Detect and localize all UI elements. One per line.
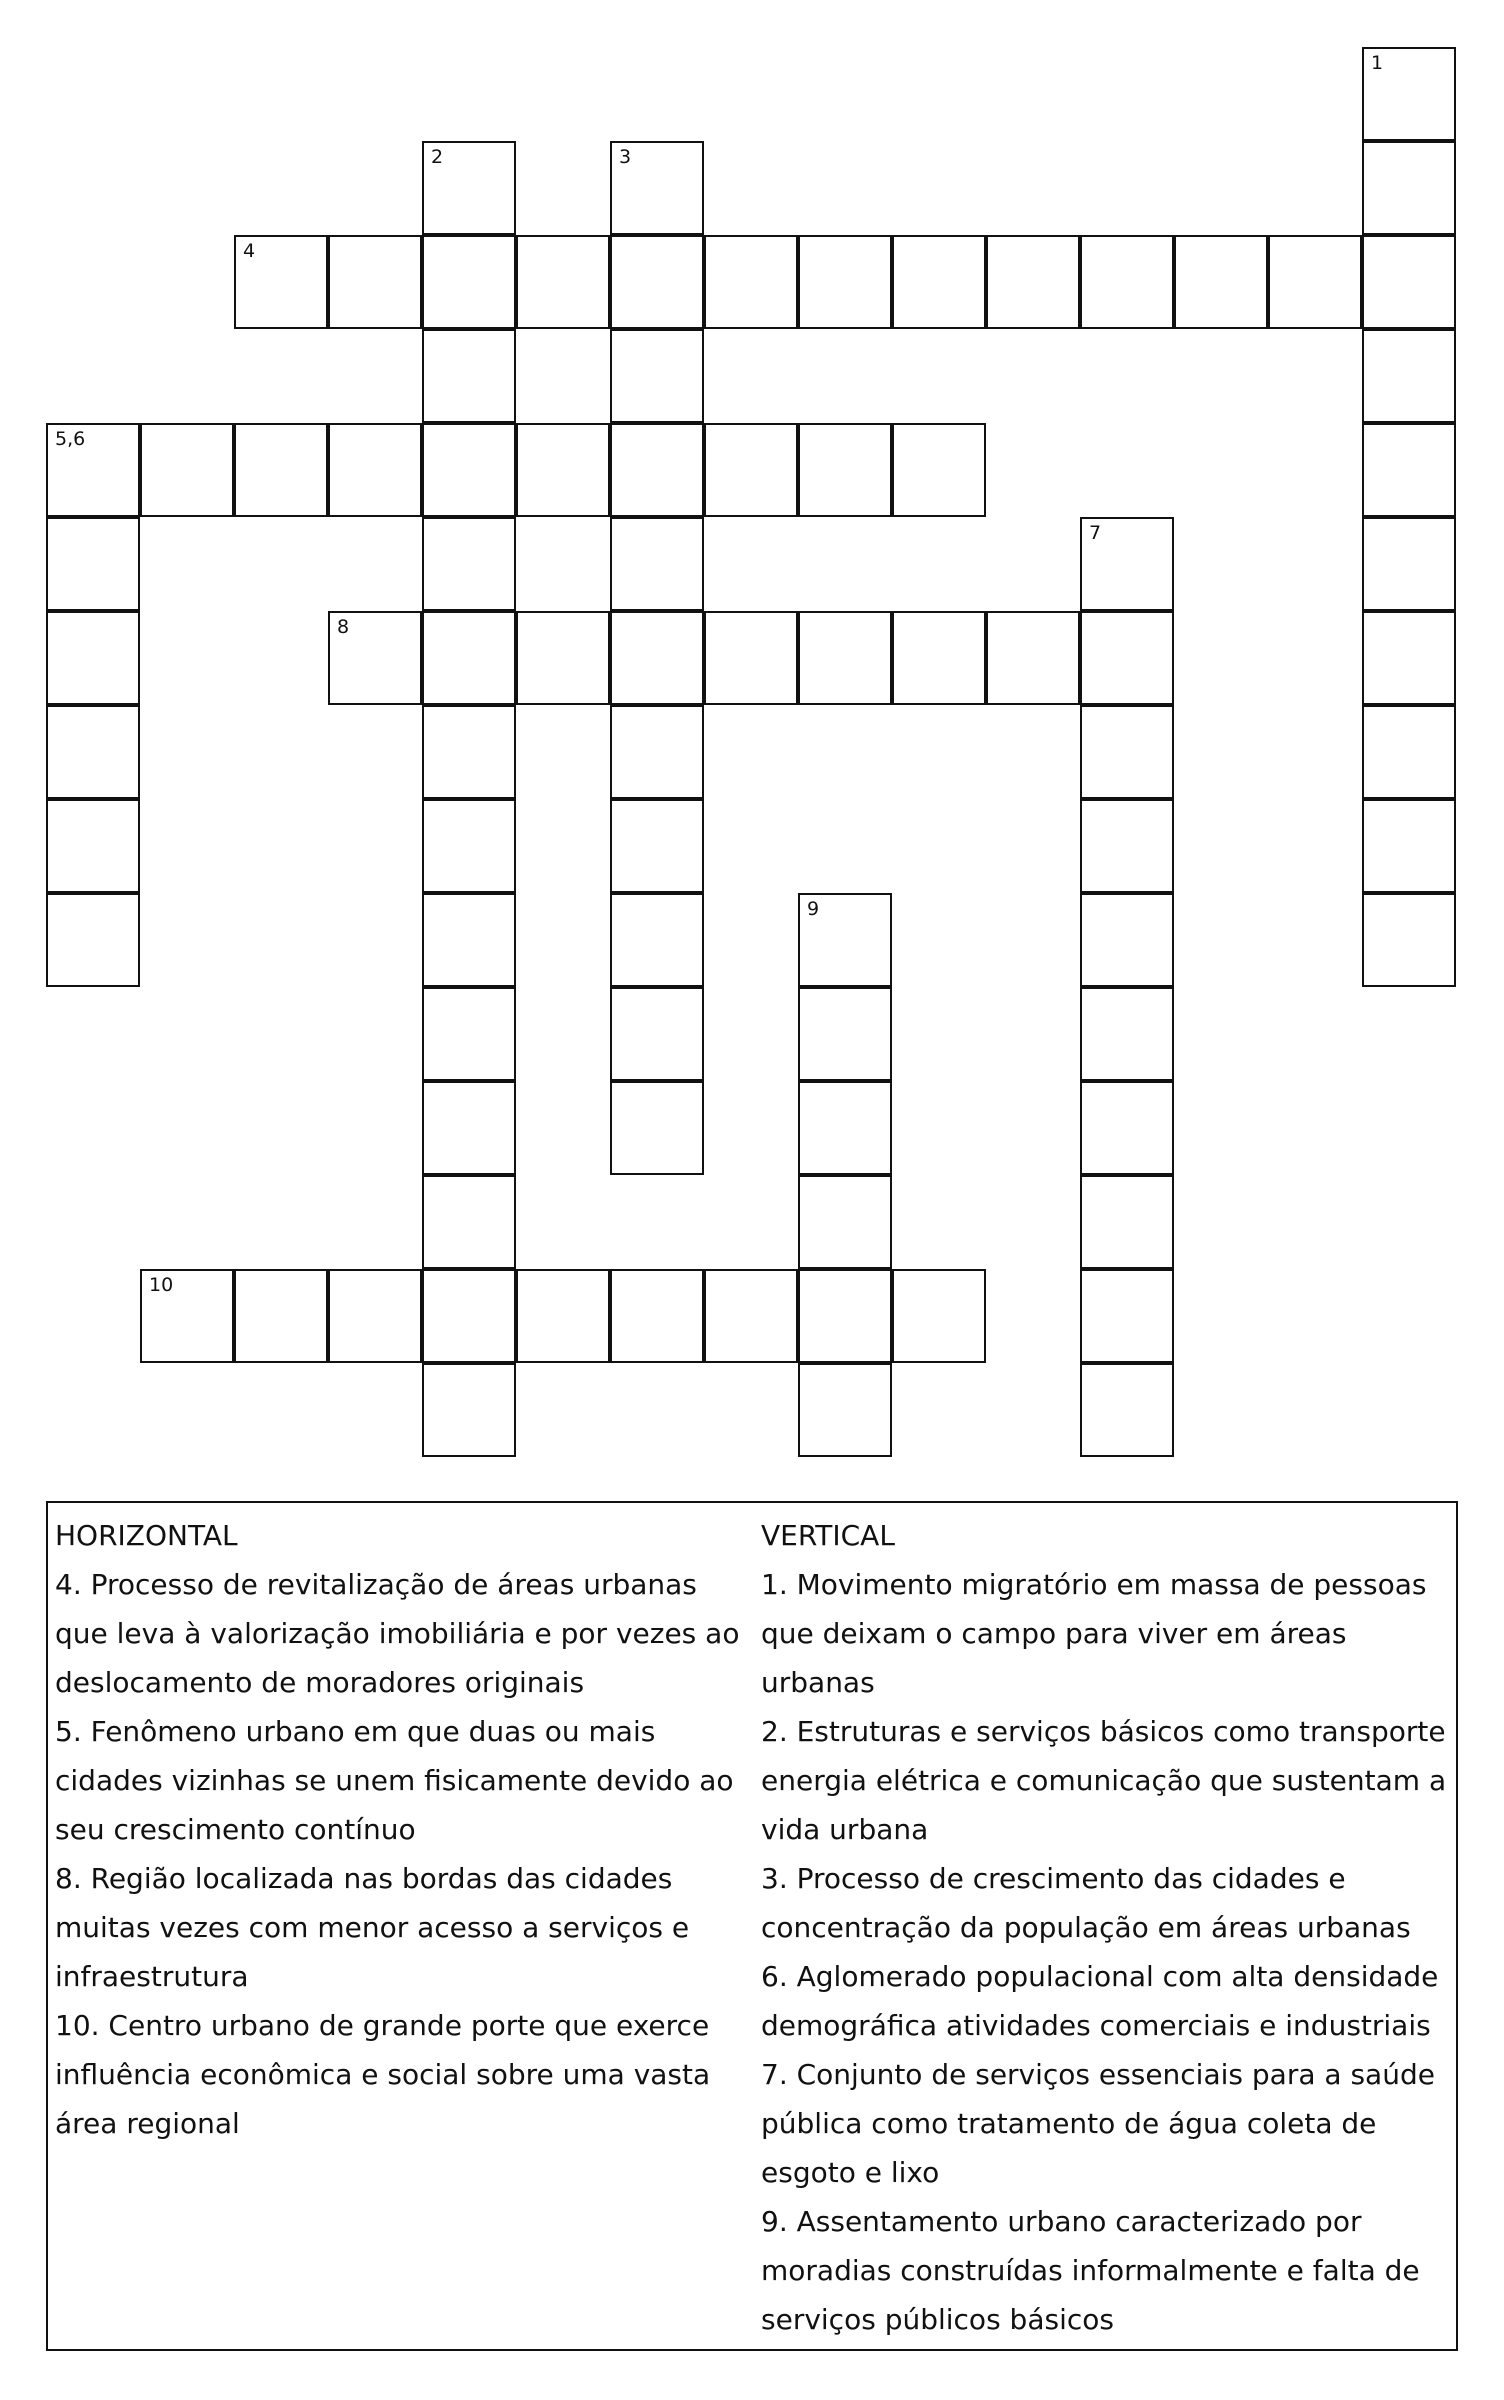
clue-number: 8 — [337, 616, 350, 638]
grid-cell[interactable] — [798, 1175, 892, 1269]
grid-cell[interactable] — [516, 235, 610, 329]
grid-cell[interactable] — [1080, 1363, 1174, 1457]
grid-cell[interactable] — [422, 329, 516, 423]
grid-cell[interactable] — [1362, 705, 1456, 799]
grid-cell[interactable] — [1080, 611, 1174, 705]
clue-number: 1 — [1371, 52, 1384, 74]
clue-number: 3 — [619, 146, 632, 168]
grid-cell[interactable] — [704, 611, 798, 705]
grid-cell[interactable] — [610, 611, 704, 705]
grid-cell[interactable] — [328, 1269, 422, 1363]
grid-cell[interactable] — [1080, 517, 1174, 611]
grid-cell[interactable] — [798, 987, 892, 1081]
grid-cell[interactable] — [46, 517, 140, 611]
grid-cell[interactable] — [328, 235, 422, 329]
grid-cell[interactable] — [798, 1081, 892, 1175]
clue-number: 4 — [243, 240, 256, 262]
grid-cell[interactable] — [1080, 1175, 1174, 1269]
clue-horizontal-4: 4. Processo de revitalização de áreas urbanas que leva à valorização imobiliária e por vezes ao deslocamento de moradores originais — [55, 1568, 740, 1699]
clue-horizontal-5: 5. Fenômeno urbano em que duas ou mais cidades vizinhas se unem fisicamente devido ao seu crescimento contínuo — [55, 1715, 734, 1846]
grid-cell[interactable] — [798, 1363, 892, 1457]
grid-cell[interactable] — [798, 611, 892, 705]
grid-cell[interactable] — [798, 1269, 892, 1363]
grid-cell[interactable] — [422, 893, 516, 987]
clue-number: 5,6 — [55, 428, 86, 450]
clue-number: 10 — [149, 1274, 174, 1296]
grid-cell[interactable] — [46, 799, 140, 893]
grid-cell[interactable] — [610, 423, 704, 517]
grid-cell[interactable] — [610, 1081, 704, 1175]
grid-cell[interactable] — [986, 611, 1080, 705]
clue-horizontal-10: 10. Centro urbano de grande porte que exerce influência econômica e social sobre uma vasta área regional — [55, 2009, 711, 2140]
grid-cell[interactable] — [1362, 423, 1456, 517]
vertical-heading: VERTICAL — [761, 1519, 895, 1552]
clue-vertical-9: 9. Assentamento urbano caracterizado por moradias construídas informalmente e falta de serviços públicos básicos — [761, 2205, 1420, 2336]
grid-cell[interactable] — [704, 423, 798, 517]
clue-number: 7 — [1089, 522, 1102, 544]
grid-cell[interactable] — [1268, 235, 1362, 329]
grid-cell[interactable] — [704, 235, 798, 329]
grid-cell[interactable] — [610, 987, 704, 1081]
grid-cell[interactable] — [610, 893, 704, 987]
grid-cell[interactable] — [140, 423, 234, 517]
clue-number: 9 — [807, 898, 820, 920]
horizontal-clues — [55, 1511, 745, 2148]
clue-vertical-3: 3. Processo de crescimento das cidades e concentração da população em áreas urbanas — [761, 1862, 1411, 1944]
grid-cell[interactable] — [46, 893, 140, 987]
grid-cell[interactable] — [610, 235, 704, 329]
grid-cell[interactable] — [1080, 235, 1174, 329]
grid-cell[interactable] — [422, 611, 516, 705]
grid-cell[interactable] — [516, 423, 610, 517]
grid-cell[interactable] — [422, 1175, 516, 1269]
grid-cell[interactable] — [1362, 517, 1456, 611]
grid-cell[interactable] — [704, 1269, 798, 1363]
grid-cell[interactable] — [610, 705, 704, 799]
grid-cell[interactable] — [46, 423, 140, 517]
grid-cell[interactable] — [234, 423, 328, 517]
grid-cell[interactable] — [1362, 235, 1456, 329]
grid-cell[interactable] — [516, 1269, 610, 1363]
grid-cell[interactable] — [422, 1363, 516, 1457]
grid-cell[interactable] — [610, 799, 704, 893]
grid-cell[interactable] — [46, 611, 140, 705]
grid-cell[interactable] — [46, 705, 140, 799]
grid-cell[interactable] — [1362, 611, 1456, 705]
clue-number: 2 — [431, 146, 444, 168]
grid-cell[interactable] — [422, 799, 516, 893]
grid-cell[interactable] — [892, 423, 986, 517]
grid-cell[interactable] — [1362, 329, 1456, 423]
grid-cell[interactable] — [1080, 1081, 1174, 1175]
grid-cell[interactable] — [422, 1269, 516, 1363]
grid-cell[interactable] — [610, 1269, 704, 1363]
grid-cell[interactable] — [1174, 235, 1268, 329]
clue-vertical-2: 2. Estruturas e serviços básicos como transporte energia elétrica e comunicação que sustentam a vida urbana — [761, 1715, 1447, 1846]
grid-cell[interactable] — [422, 1081, 516, 1175]
grid-cell[interactable] — [1362, 893, 1456, 987]
vertical-clues — [761, 1511, 1451, 2344]
horizontal-heading: HORIZONTAL — [55, 1519, 238, 1552]
grid-cell[interactable] — [1080, 987, 1174, 1081]
clue-vertical-1: 1. Movimento migratório em massa de pessoas que deixam o campo para viver em áreas urbanas — [761, 1568, 1427, 1699]
grid-cell[interactable] — [1362, 141, 1456, 235]
grid-cell[interactable] — [610, 141, 704, 235]
grid-cell[interactable] — [610, 517, 704, 611]
grid-cell[interactable] — [892, 1269, 986, 1363]
grid-cell[interactable] — [1362, 799, 1456, 893]
grid-cell[interactable] — [1080, 705, 1174, 799]
grid-cell[interactable] — [422, 705, 516, 799]
clues-box — [46, 1501, 1458, 2351]
grid-cell[interactable] — [422, 235, 516, 329]
grid-cell[interactable] — [1080, 799, 1174, 893]
grid-cell[interactable] — [140, 1269, 234, 1363]
grid-cell[interactable] — [328, 611, 422, 705]
grid-cell[interactable] — [798, 893, 892, 987]
grid-cell[interactable] — [422, 141, 516, 235]
grid-cell[interactable] — [986, 235, 1080, 329]
grid-cell[interactable] — [234, 235, 328, 329]
clue-vertical-6: 6. Aglomerado populacional com alta densidade demográfica atividades comerciais e industriais — [761, 1960, 1439, 2042]
grid-cell[interactable] — [798, 423, 892, 517]
grid-cell[interactable] — [798, 235, 892, 329]
grid-cell[interactable] — [234, 1269, 328, 1363]
grid-cell[interactable] — [1080, 1269, 1174, 1363]
grid-cell[interactable] — [422, 987, 516, 1081]
grid-cell[interactable] — [892, 611, 986, 705]
grid-cell[interactable] — [1080, 893, 1174, 987]
grid-cell[interactable] — [422, 517, 516, 611]
clue-vertical-7: 7. Conjunto de serviços essenciais para a saúde pública como tratamento de água coleta de esgoto e lixo — [761, 2058, 1435, 2189]
grid-cell[interactable] — [610, 329, 704, 423]
grid-cell[interactable] — [892, 235, 986, 329]
grid-cell[interactable] — [1362, 47, 1456, 141]
grid-cell[interactable] — [328, 423, 422, 517]
grid-cell[interactable] — [422, 423, 516, 517]
grid-cell[interactable] — [516, 611, 610, 705]
clue-horizontal-8: 8. Região localizada nas bordas das cidades muitas vezes com menor acesso a serviços e infraestrutura — [55, 1862, 690, 1993]
